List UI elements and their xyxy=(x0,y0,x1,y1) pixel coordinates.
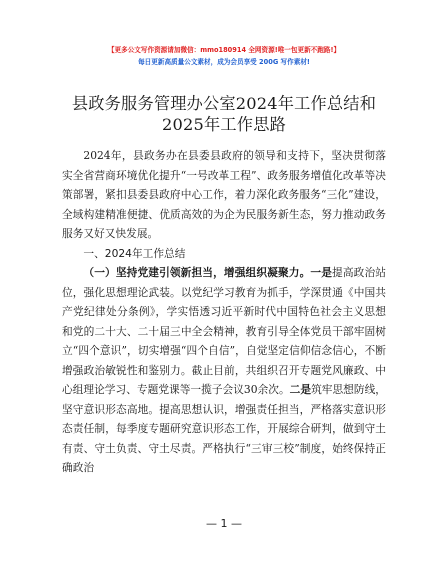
document-body xyxy=(62,146,386,478)
document-title: 县政务服务管理办公室2024年工作总结和2025年工作思路 xyxy=(71,94,377,134)
body-paragraph xyxy=(62,263,386,478)
section-heading: 一、2024年工作总结 xyxy=(83,246,186,260)
item-label: 一是 xyxy=(310,266,333,279)
promo-banner xyxy=(0,44,448,68)
page-number: — 1 — xyxy=(206,517,242,530)
item-text: 筑牢思想防线，坚守意识形态高地。提高思想认识，增强责任担当，严格落实意识形态责任制，每季度专题研究意识形态工作，开展综合研判，做到守土有责、守土负责、守土尽责。严格执行“三审三校”制度，始终保持正确政治 xyxy=(62,383,386,474)
promo-line-1: 【更多公文写作资源请加微信：mmo180914 全网资源!唯一包更新不跑路!】 xyxy=(107,46,341,54)
item-label: 二是 xyxy=(289,383,312,396)
intro-paragraph: 2024年，县政务办在县委县政府的领导和支持下，坚决贯彻落实全省营商环境优化提升“一号改革工程”、政务服务增值化改革等决策部署，紧扣县委县政府中心工作，着力深化政务服务“三化”建设，全域构建精准便捷、优质高效的为企为民服务新生态，努力推动政务服务又好又快发展。 xyxy=(62,149,386,240)
paragraph-heading: （一）坚持党建引领新担当，增强组织凝聚力。 xyxy=(83,266,311,279)
promo-line-2: 每日更新高质量公文素材，成为会员享受 200G 写作素材! xyxy=(138,58,310,66)
item-text: 提高政治站位，强化思想理论武装。以党纪学习教育为抓手，学深贯通《中国共产党纪律处分条例》，学实悟透习近平新时代中国特色社会主义思想和党的二十大、二十届三中全会精神，教育引导全体党员干部牢固树立“四个意识”，切实增强“四个自信”，自觉坚定信仰信念信心，不断增强政治敏锐性和鉴别力。截止目前，共组织召开专题党风廉政、中心组理论学习、专题党课等一揽子会议30余次。 xyxy=(62,266,386,396)
